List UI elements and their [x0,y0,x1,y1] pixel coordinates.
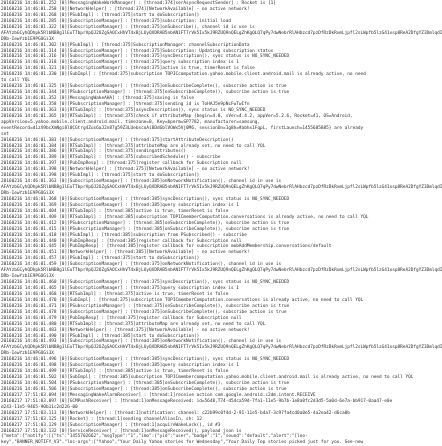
log-line: eventRecord=d1zX9bcXmNgi8l0CGtrg4Zus6aJ2n87g59Z3LUebscoAi8DdGblVOWx5Vj0M6, sessionOn=1g8h=#abhx1FqpL, firstLaunch=1455605885} are already [1,125,364,131]
log-line: 20160217 17:51:03.125 [0][Rocket] : [thread:1]sending channelAliasIn, sh: 12 [1,416,202,422]
log-line: key","BANNER_NOTIFY_V3","loc-args":["Yahoo","Your Daily Yahoo stories for Wednesday","Your Daily Top stories picked just for you. See-new [1,440,364,446]
log-line: 20160216 14:46:01.318 [0][SubscriptionManager] : [thread:375]query subscription index is 1 [1,60,239,66]
log-line: 20160216 14:46:01.493 [0][SubscriptionManager] : [thread:385]onNetworkNotification(), channel id in use is [1,339,282,345]
log-line: 20160216 14:46:01.479 [0][PubImpResp] : [thread:375]register callback for Subscription null [1,315,242,321]
log-line: 20160216 14:46:01.451 [0][NetworkHelper] : [thread:385][NetworkAvailable] - no active network! [1,250,250,256]
log-line: 20160216 14:46:01.368 [0][SubscriptionManager] : [thread:385]syncDescription(), sync status is NO_SYNC_NEEDED [1,196,290,202]
log-line: 20160216 14:46:01.386 [0][RTSubImpl] : [thread:375]sendingattributes() [1,149,187,155]
log-line: 20160216 14:46:01.330 [0][SubImpl] : [thread:375]subscription TOPICcomputation.yahoo.mobile.client.android.mail is already active, no need [1,72,366,78]
log-line: 20160216 14:46:01.412 [0][PSubscriptionManager] : [thread:385]onSubscribeComplete(), subscribe action is true [1,220,290,226]
log-line: 20160217 17:51:03.113 [0][NetworkHelper] : [thread:1]notification: channel: c22b99c0f4d-2-91-11e5-b4a7-3c97fa4cd0a0e5-4a2ea42-d6ca0b [1,410,350,416]
log-line: 20160216 14:46:01.496 [0][SubscriptionManager] : [thread:385]syncDescription(), sync status is NO_SYNC_NEEDED [1,357,290,363]
log-line: 20160217 17:51:03.094 [0][MessagingWakeAlarmReceiver] : [thread:1]receive action com.google.android.c2dm.intent.RECEIVE [1,392,316,398]
log-line: 20160216 14:46:01.502 [0][SubImpl] : [thread:385]subscription TOPICmembercomputation.yahoo.mobile.client.android.mail is already active, no need to call YQL [1,375,414,381]
log-line: DRb-IewYzb1E9PGOGi3X [1,351,54,357]
log-line: 20160216 14:46:01.459 [0][SubscriptionManager] : [thread:375]onNetworkNotification(), channel id in use is [1,262,282,268]
log-line: 20160216 14:46:01.483 [0][NetworkHelper] : [thread:375][NetworkAvailable] - no active network! [1,327,250,333]
log-line: AFAYzbGCyhQDhpk5RlbNB8g1lEuTTbprVpQJ2OZgSAOCxHhVT4xBjLUyQXDRAB5nbAN1FT7rVk5Ix5kJ9RZUQ9nQELgZhKgQLQ7qPy7dwNebrRlAHbzcd7pzDfRzDkRvmLjpfl2sLWpfb5lzG41xsp8ReA2DfgYZ3DmlqdI [1,30,442,36]
log-line: 20160216 14:46:01.457 [0][PSubImpl] : [thread:375]start to doSubscription() [1,256,200,262]
log-line: 20160216 14:46:01.314 [0][SubscriptionManager] : [thread:375]Subscription: Updating subscription status [1,48,274,54]
log-line: 20160216 14:46:01.383 [0][SubscriptionManager] : [thread:375]startAttributeDescription() [1,137,234,143]
log-line: 20160216 14:46:01.460 [0][SubscriptionManager] : [thread:375]syncDescription(), sync status is NO_SYNC_NEEDED [1,280,290,286]
log-line: 20160216 14:46:01.470 [0][SubImpl] : [thread:375]subscription TOPICmemberComputation.conversations is already active, no need to call YQL [1,297,364,303]
log-line: to call YQL [1,78,31,84]
log-line: 20160216 14:46:01.321 [0][SubscriptionManager] : [thread:375]active is true, timerReset is false [1,66,255,72]
log-line: 20160216 14:46:01.404 [0][RTSubImpl] : [thread:385]active is true, timerReset is false [1,208,229,214]
log-line: 20160216 14:46:01.363 [0][SubscriptionManager] : [thread:385]onNetworkNotification(), channel id in use is [1,179,282,185]
log-line: 20160216 14:46:01.325 [0][SubscriptionManager] : [thread:375]onSubscribeComplete(), subscribe action is true [1,84,287,90]
log-line: 20160216 14:46:01.398 [0][PSubImpl] : [thread:375]start to doSubscription() [1,173,200,179]
log-line: 20160216 14:46:01.504 [0][PSubscriptionManager] : [thread:385]onSubscribeComplete(), subscribe action is true [1,381,290,386]
log-line: 20160216 14:46:01.344 [0][PSubscriptionManager] : [thread:375]onSubscribeComplete(), subscribe action is true [1,90,290,96]
log-line: DRb-IewYzb1E9PGOGi3X [1,36,54,42]
log-line: 20160216 14:46:01.465 [0][SubscriptionManager] : [thread:375]query subscription index is 1 [1,286,239,291]
log-line: 20160216 14:46:01.471 [0][PSubscriptionManager] : [thread:375]onSubscribeComplete(), subscribe action is true [1,303,290,309]
log-line: 20160216 14:46:01.397 [0][PubImpResp] : [thread:375]register callback for Subscription null [1,161,242,167]
log-line: 20160217 17:51:03.132 [0][ServiceReceiver] : [thread:1]onMessageReceived(), payload json is [1,428,242,434]
log-line: 20160216 14:46:01.365 [0][RTSubImpl] : [thread:375]check if attributeMap {begin=4.0, sVer=4.4.2, appVer=5.2.6, Rocket=41, OS=Android, [1,113,353,119]
log-line: 20160216 14:46:01.363 [0][RTSubImpl] : [thread:375]asyncDescription(), sync status is NO_SYNC_NEEDED [1,107,266,113]
log-line: 20160217 17:51:03.129 [0][SubscriptionManager] : [thread:1]acquireWakeLock(), id #3 [1,422,221,428]
log-line: 20160216 14:46:01.268 [0][PSubImpl] : [thread:375]start to doSubscription() [1,12,200,18]
log-line: 20160216 14:46:01.352 [0][MessagingWakeAHA] : [thread:375]saving is false [1,96,194,101]
log-line: 20160217 17:51:03.097 [0][GCMPushReceiver] : [thread:1]onMessageReceived: id=5648,T74-d54ca59d-7fa1-11e5-9b7b-1e8a0fc2d3d5-5a0d-6e7a-bb917-0aa47-e0e [1,398,393,404]
log-line: d243-11e5-9465-90b11c2d226-00 [1,404,78,410]
log-line: 20160216 14:46:01.498 [0][SubscriptionManager] : [thread:385]query subscription index is 1 [1,363,239,369]
log-line: 20160216 14:46:01.415 [0][PSubscriptionManager] : [thread:385]onSubscribeComplete(), subscribe action is true [1,226,290,232]
log-line: DRb-IewYzb1E9PGOGi3X [1,274,54,280]
log-line: 20160216 14:46:01.478 [0][SubscriptionManager] : [thread:375]onSubscribeComplete(), subscribe action is true [1,309,287,315]
log-line: set [1,131,9,137]
log-line: 20160216 14:46:01.285 [0][SubscriptionManager] : [thread:375]subscription: initial load [1,18,231,24]
log-line: 20160216 14:46:01.506 [0][SubscriptionManager] : [thread:385]onSubscribeComplete(), subscribe action is true [1,386,287,392]
log-line: 20160216 14:46:01.389 [0][RTSubImpl] : [thread:375]subscribedSchedule() - subscribe [1,155,221,161]
log-line: 20160216 14:46:01.440 [0][PubImpResp] : [thread:385]register callback for Subscription null [1,238,242,244]
log-line: DRb-IewYzb1E9PGOGi3X [1,191,54,196]
log-line: 20160216 14:46:01.480 [0][RTSubImpl] : [thread:375]attributeMap are already set, no need to call YQL [1,321,266,327]
log-line: 20160216 14:46:01.358 [0][PSubscriptionManager] : [thread:375]sending id is ToHAJ5e9pNcFwTwIfn [1,101,250,107]
log-line: {"meta":{"notify":[{"ts":"1455702662","msgType":"1","imo":{"yid":"user","badge":"1","sound":"default","alert":"[loo- [1,434,308,440]
log-line: 20160216 14:46:01.258 [0][NetworkHelper] : [thread:374][NetworkAvailable] - no active network! [1,6,250,12]
log-line: 20160216 14:46:01.252 [0][MessagingWakeWorkManager] : [thread:374]serAsyncRequestSender] : Rocket is [1] [1,1,276,6]
log-line: 20160216 14:46:01.490 [0][PSubImpl] : [thread:385]start to doSubscription() [1,333,200,339]
log-line: AFAYzbGCyhQDhpk5RlbNB8g1lEuTTbprVpQJ2OZgSAOCxHhVT4xBjLUyQXDRAB5nbAN1FT7rVk5Ix5kJ9RZUQ9nQELgZhKgQLQ7qPy7dwNebrRlAHbzcd7pzDfRzDkRvmLjpfl2sLWpfb5lzG41xsp8ReA2DfgYZ3DmlqdI [1,268,442,274]
log-line: 20160216 14:46:01.468 [0][RTSubImpl] : [thread:375]active is true, timerReset is false [1,291,229,297]
log-line: 20160216 14:46:01.409 [0][RTSubImpl] : [thread:385]subscription TOPICmemberComputation.conversations is already active, no need to call YQL [1,214,369,220]
log-line: 20160216 14:46:01.316 [0][SubscriptionManager] : [thread:375]syncDescription(), sync status is NO_SYNC_NEEDED [1,54,290,60]
log-line: 20160216 14:46:01.322 [0][SubscriptionManager] : [thread:375]onSubscribe(), channel id is use is [1,24,255,30]
log-line: 20160216 14:46:01.418 [0][PSubImpl] : [thread:385]subscription from PSubscribed() - subscribe [1,232,247,238]
log-line: appVersion=5.yahoo.mobile.client.android.mail, timezone=0, Key=bperm=SP7782, manufacturer=samsung, [1,119,261,125]
log-line: AFAYzbGCyhQDhpk5RlbNB8g1lEuTTbprVpQJ2OZgSAOCxHhVT4xBjLUyQXDRAB5nbAN1FT7rVk5Ix5kJ9RZUQ9nQELgZhKgQLQ7qPy7dwNebrRlAHbzcd7pzDfRzDkRvmLjpfl2sLWpfb5lzG41xsp8ReA2DfgYZ3DmlqdI [1,185,442,191]
log-line: 20160216 14:46:01.445 [0][PubImpResp] : [thread:385]register callback for subscription mobAddMembership.conversations/default [1,244,332,250]
log-line: AFAYzbGCyhQDhpk5RlbNB8g1lEuTTbprVpQJ2OZgSAOCxHhVT4xBjLUyQXDRAB5nbAN1FT7rVk5Ix5kJ9RZUQ9nQELgZhKgQLQ7qPy7dwNebrRlAHbzcd7pzDfRzDkRvmLjpfl2sLWpfb5lzG41xsp8ReA2DfgYZ3DmlqdI [1,345,442,351]
log-line: 20160216 14:46:01.384 [0][RTSubImpl] : [thread:375]attributeMap are already set, no need to call YQL [1,143,266,149]
log-line: 20160216 14:46:01.369 [0][SubscriptionManager] : [thread:385]query subscription index is 1 [1,202,239,208]
log-line: 20160216 14:46:01.398 [0][NetworkHelper] : [thread:375][NetworkAvailable] - no active network! [1,167,250,173]
log-line: 20160216 14:46:01.302 [0][PSubImpl] : [thread:375]SubscriptionManager: channelSubscriptionData [1,42,250,48]
log-line: 20160216 14:46:01.499 [0][RTSubImpl] : [thread:385]active is true, timerReset is false [1,369,229,375]
